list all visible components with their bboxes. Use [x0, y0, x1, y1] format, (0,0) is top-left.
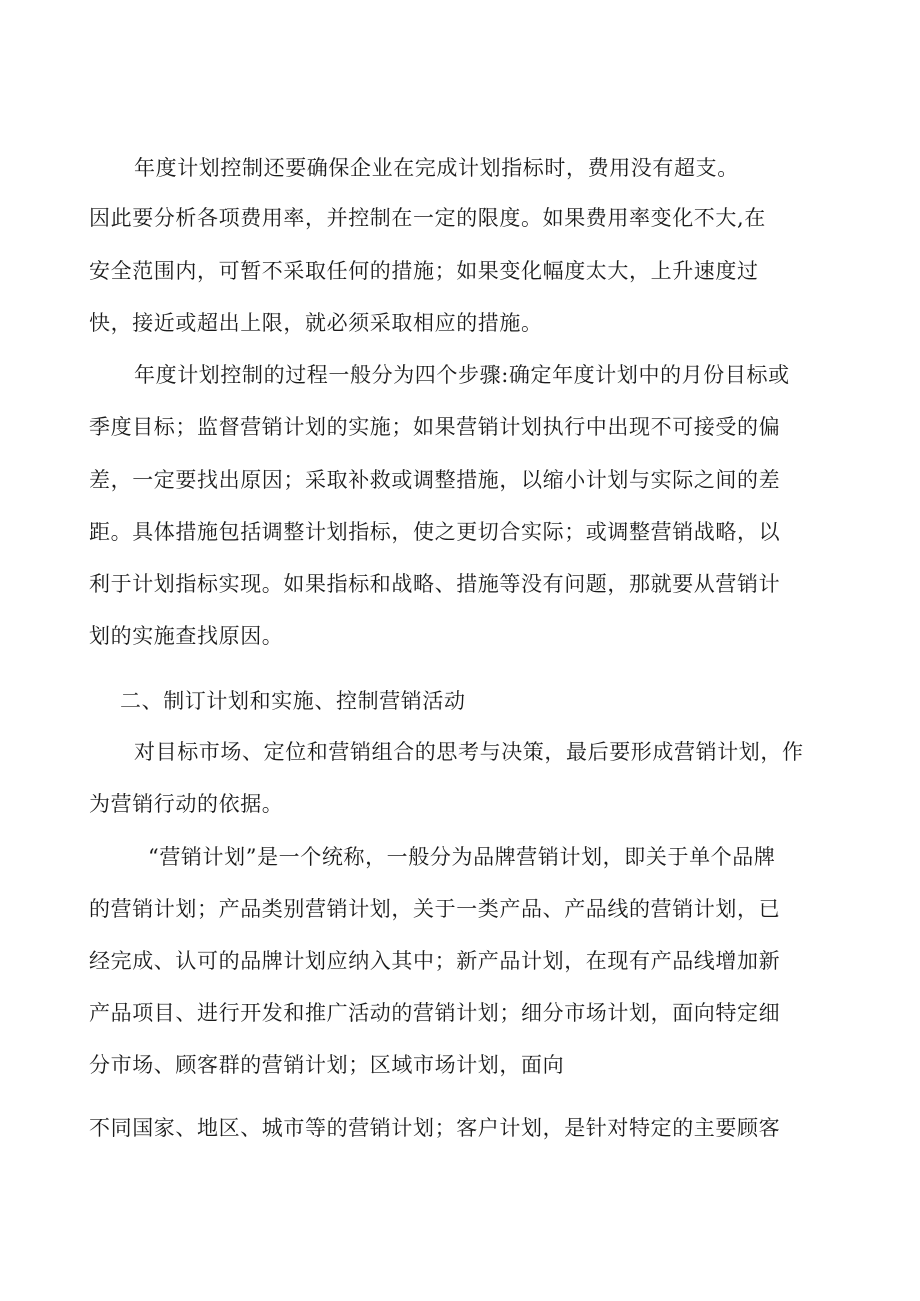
text-line: 的营销计划；产品类别营销计划，关于一类产品、产品线的营销计划，已	[89, 897, 781, 921]
text-line: 差，一定要找出原因；采取补救或调整措施，以缩小计划与实际之间的差	[89, 468, 781, 492]
section-heading: 二、制订计划和实施、控制营销活动	[120, 689, 466, 713]
text-line: 产品项目、进行开发和推广活动的营销计划；细分市场计划，面向特定细	[89, 1001, 781, 1025]
text-line: 季度目标；监督营销计划的实施；如果营销计划执行中出现不可接受的偏	[89, 415, 781, 439]
text-line: 年度计划控制还要确保企业在完成计划指标时，费用没有超支。	[134, 156, 739, 180]
text-line: 对目标市场、定位和营销组合的思考与决策，最后要形成营销计划，作	[134, 740, 804, 764]
text-line: “营销计划”是一个统称，一般分为品牌营销计划，即关于单个品牌	[148, 845, 776, 869]
text-line: 分市场、顾客群的营销计划；区域市场计划，面向	[89, 1053, 565, 1077]
text-line: 快，接近或超出上限，就必须采取相应的措施。	[89, 311, 543, 335]
text-line: 划的实施查找原因。	[89, 624, 284, 648]
text-line: 经完成、认可的品牌计划应纳入其中；新产品计划，在现有产品线增加新	[89, 949, 781, 973]
text-line: 利于计划指标实现。如果指标和战略、措施等没有问题，那就要从营销计	[89, 572, 781, 596]
text-line: 距。具体措施包括调整计划指标，使之更切合实际；或调整营销战略，以	[89, 520, 781, 544]
text-line: 不同国家、地区、城市等的营销计划；客户计划，是针对特定的主要顾客	[89, 1116, 781, 1140]
text-line: 因此要分析各项费用率，并控制在一定的限度。如果费用率变化不大,在	[89, 206, 766, 230]
text-line: 为营销行动的依据。	[89, 792, 284, 816]
text-line: 安全范围内，可暂不采取任何的措施；如果变化幅度太大，上升速度过	[89, 259, 759, 283]
text-line: 年度计划控制的过程一般分为四个步骤:确定年度计划中的月份目标或	[134, 363, 790, 387]
